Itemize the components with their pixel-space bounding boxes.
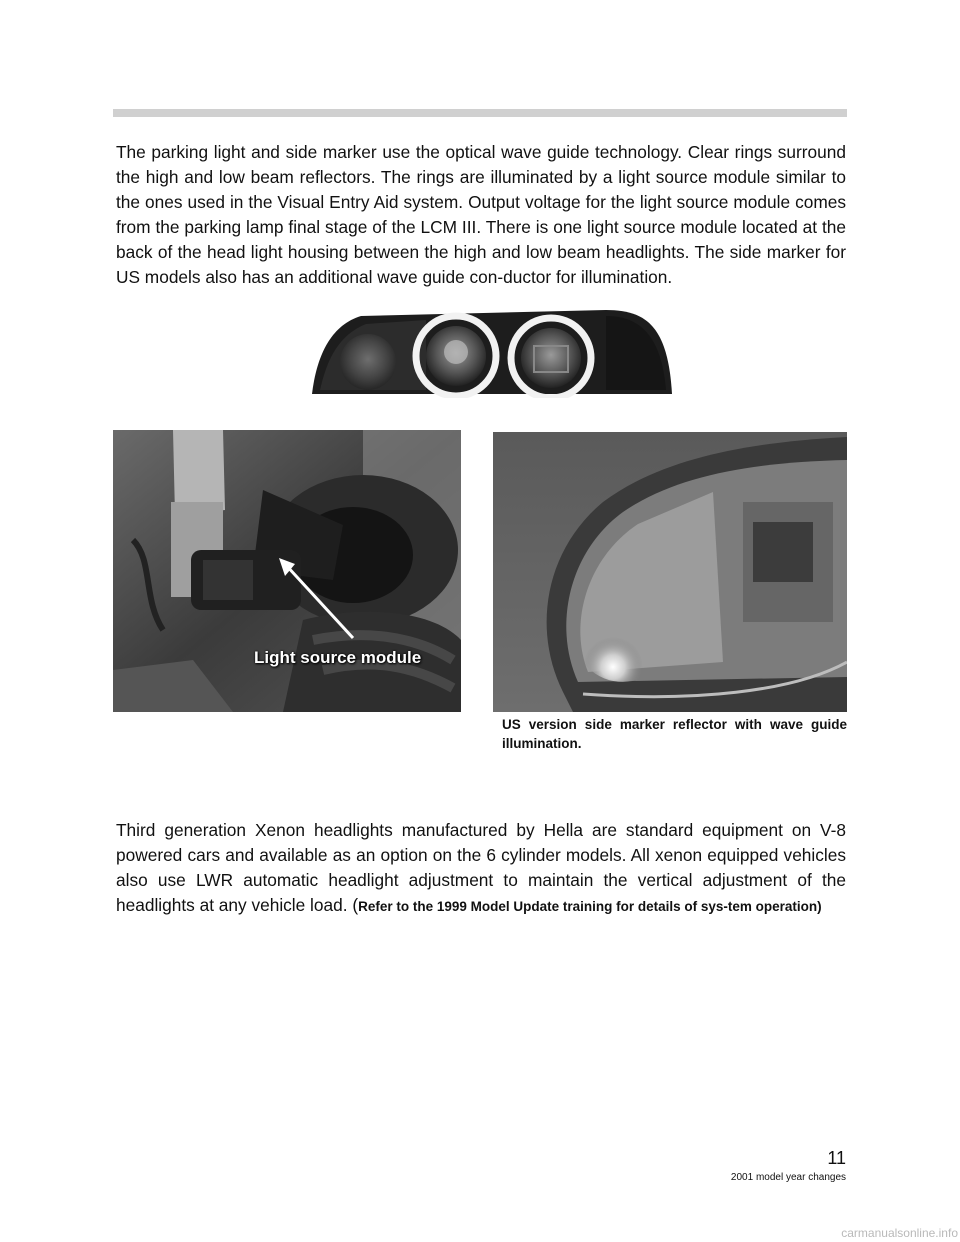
intro-paragraph: The parking light and side marker use the optical wave guide technology. Clear rings surround the high and low beam reflectors. The rings are illuminated by a light source module similar to the ones used in the Visual Entry Aid system. Output voltage for the light source module comes from the parking lamp final stage of the LCM III. There is one light source module located at the back of the head light housing between the high and low beam headlights. The side marker for US models also has an additional wave guide con-ductor for illumination. [116,142,846,287]
header-rule [113,109,847,117]
watermark: carmanualsonline.info [841,1226,958,1240]
headlight-photo [306,306,676,398]
xenon-paragraph [116,818,846,919]
side-marker-caption: US version side marker reflector with wave guide illumination. [502,717,847,751]
xenon-text: Third generation Xenon headlights manufactured by Hella are standard equipment on V-8 powered cars and available as an option on the 6 cylinder models. All xenon equipped vehicles also use LWR automatic headlight adjustment to maintain the vertical adjustment of the headlights at any vehicle load. ( [116,820,846,915]
light-source-module-label: Light source module [254,648,422,667]
page-number: 11 [827,1148,846,1168]
side-marker-photo [493,432,847,712]
footer-subtitle: 2001 model year changes [730,1172,846,1183]
light-source-module-photo [113,430,461,712]
xenon-reference-note: Refer to the 1999 Model Update training for details of sys-tem operation) [358,899,822,914]
